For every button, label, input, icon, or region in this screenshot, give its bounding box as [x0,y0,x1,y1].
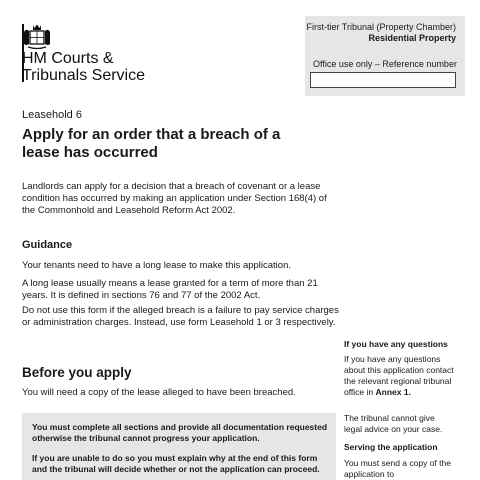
royal-crest-icon [22,22,52,50]
serving-text: You must send a copy of the application to [344,458,451,479]
legal-advice-text: The tribunal cannot give legal advice on your case. [344,413,443,434]
questions-body: If you have any questions about this application contact the relevant regional tribunal office in [344,354,454,397]
organisation-name-line2: Tribunals Service [22,67,146,84]
before-apply-heading: Before you apply [22,365,132,380]
office-use-panel [305,16,465,96]
annex-link[interactable]: Annex 1. [375,387,411,397]
organisation-name-line1: HM Courts & [22,50,114,67]
office-use-label: Office use only – Reference number [313,59,457,69]
questions-heading: If you have any questions [344,339,448,349]
guidance-paragraph-2: A long lease usually means a lease granted for a term of more than 21 years. It is defined in sections 76 and 77 of the 2002 Act. [22,278,318,301]
organisation-name [22,50,145,84]
tribunal-heading [306,22,456,44]
page-title: Apply for an order that a breach of a lease has occurred [22,126,281,161]
tribunal-type: Residential Property [368,33,456,43]
intro-paragraph: Landlords can apply for a decision that a breach of covenant or a lease condition has occurred by making an application under Section 168(4) of the Commonhold and Leasehold Reform Act 2002. [22,181,327,216]
guidance-paragraph-3: Do not use this form if the alleged breach is a failure to pay service charges or administration charges. Instead, use form Leasehold 1 or 3 respectively. [22,305,339,328]
guidance-paragraph-1: Your tenants need to have a long lease to make this application. [22,260,292,271]
questions-text [344,354,454,398]
before-apply-paragraph: You will need a copy of the lease alleged to have been breached. [22,387,296,398]
reference-number-field[interactable] [310,72,456,88]
serving-heading: Serving the application [344,442,438,452]
guidance-heading: Guidance [22,239,73,251]
important-notice [22,413,336,480]
tribunal-name: First-tier Tribunal (Property Chamber) [306,22,456,32]
form-number: Leasehold 6 [22,109,82,121]
notice-paragraph-2: If you are unable to do so you must explain why at the end of this form and the tribunal will decide whether or not the application can proceed. [32,453,320,474]
notice-paragraph-1: You must complete all sections and provide all documentation requested otherwise the tribunal cannot progress your application. [32,422,328,443]
